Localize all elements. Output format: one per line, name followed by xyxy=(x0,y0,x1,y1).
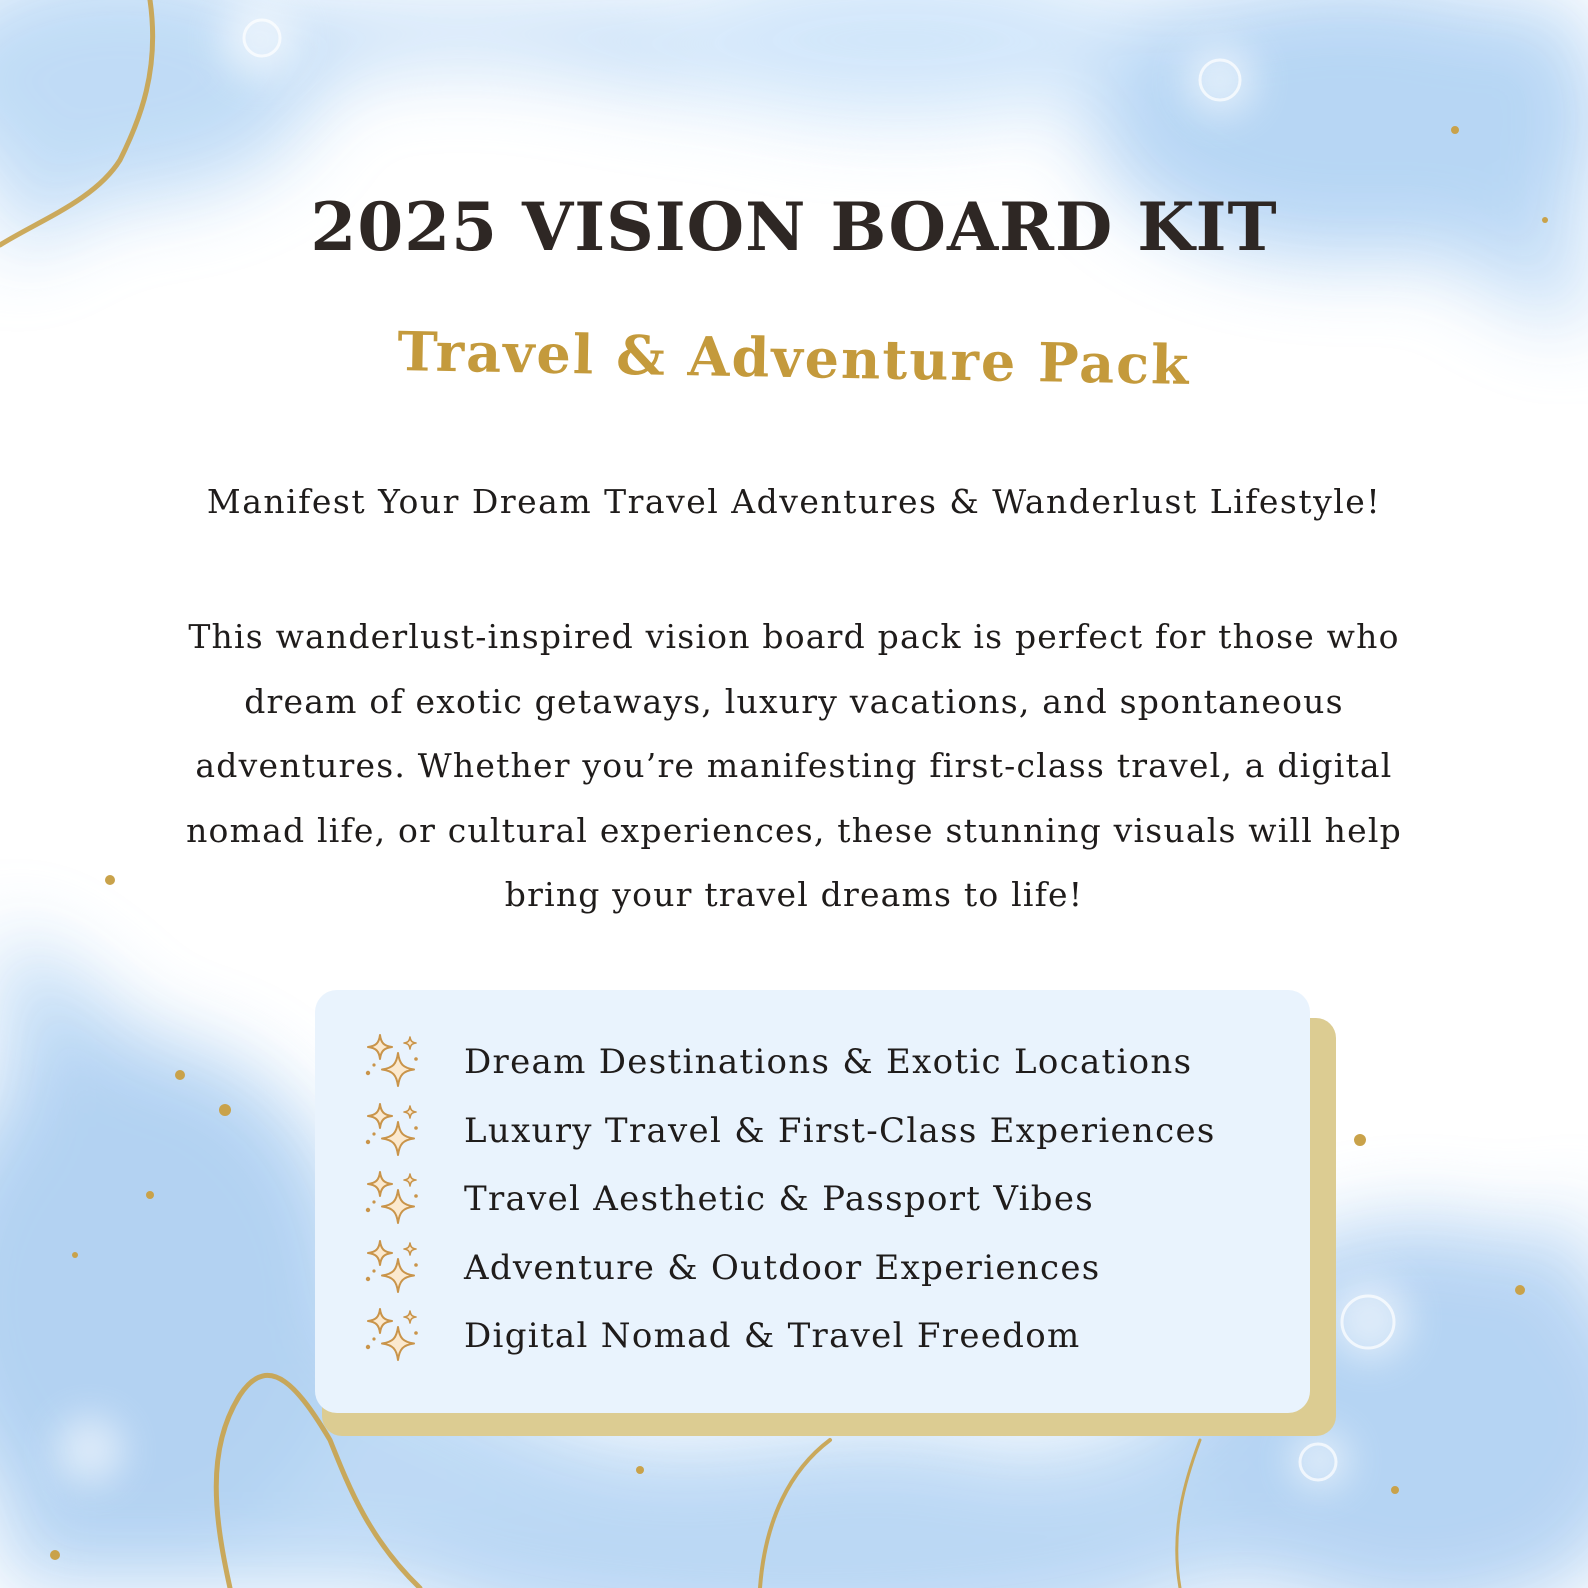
page-subtitle: Travel & Adventure Pack xyxy=(396,319,1192,397)
sparkles-icon xyxy=(360,1031,422,1093)
feature-label: Digital Nomad & Travel Freedom xyxy=(464,1316,1081,1357)
sparkles-icon xyxy=(360,1305,422,1367)
page-title: 2025 VISION BOARD KIT xyxy=(310,188,1278,266)
description: This wanderlust-inspired vision board pack is perfect for those who dream of exotic getaways, luxury vacations, and spontaneous adventures. Whether you’re manifesting first-class travel, a digital nomad life, or cultural experiences, these stunning visuals will help bring your travel dreams to life! xyxy=(186,617,1402,914)
sparkles-icon xyxy=(360,1237,422,1299)
list-item xyxy=(360,1097,1216,1166)
list-item xyxy=(360,1028,1216,1097)
tagline: Manifest Your Dream Travel Adventures & Wanderlust Lifestyle! xyxy=(206,482,1382,521)
sparkles-icon xyxy=(360,1168,422,1230)
list-item xyxy=(360,1302,1216,1371)
feature-label: Dream Destinations & Exotic Locations xyxy=(464,1042,1193,1083)
feature-label: Travel Aesthetic & Passport Vibes xyxy=(464,1179,1095,1220)
feature-card xyxy=(315,990,1310,1413)
feature-label: Luxury Travel & First-Class Experiences xyxy=(464,1110,1216,1151)
feature-label: Adventure & Outdoor Experiences xyxy=(464,1247,1101,1288)
sparkles-icon xyxy=(360,1100,422,1162)
list-item xyxy=(360,1165,1216,1234)
feature-list xyxy=(360,1028,1216,1371)
list-item xyxy=(360,1234,1216,1303)
